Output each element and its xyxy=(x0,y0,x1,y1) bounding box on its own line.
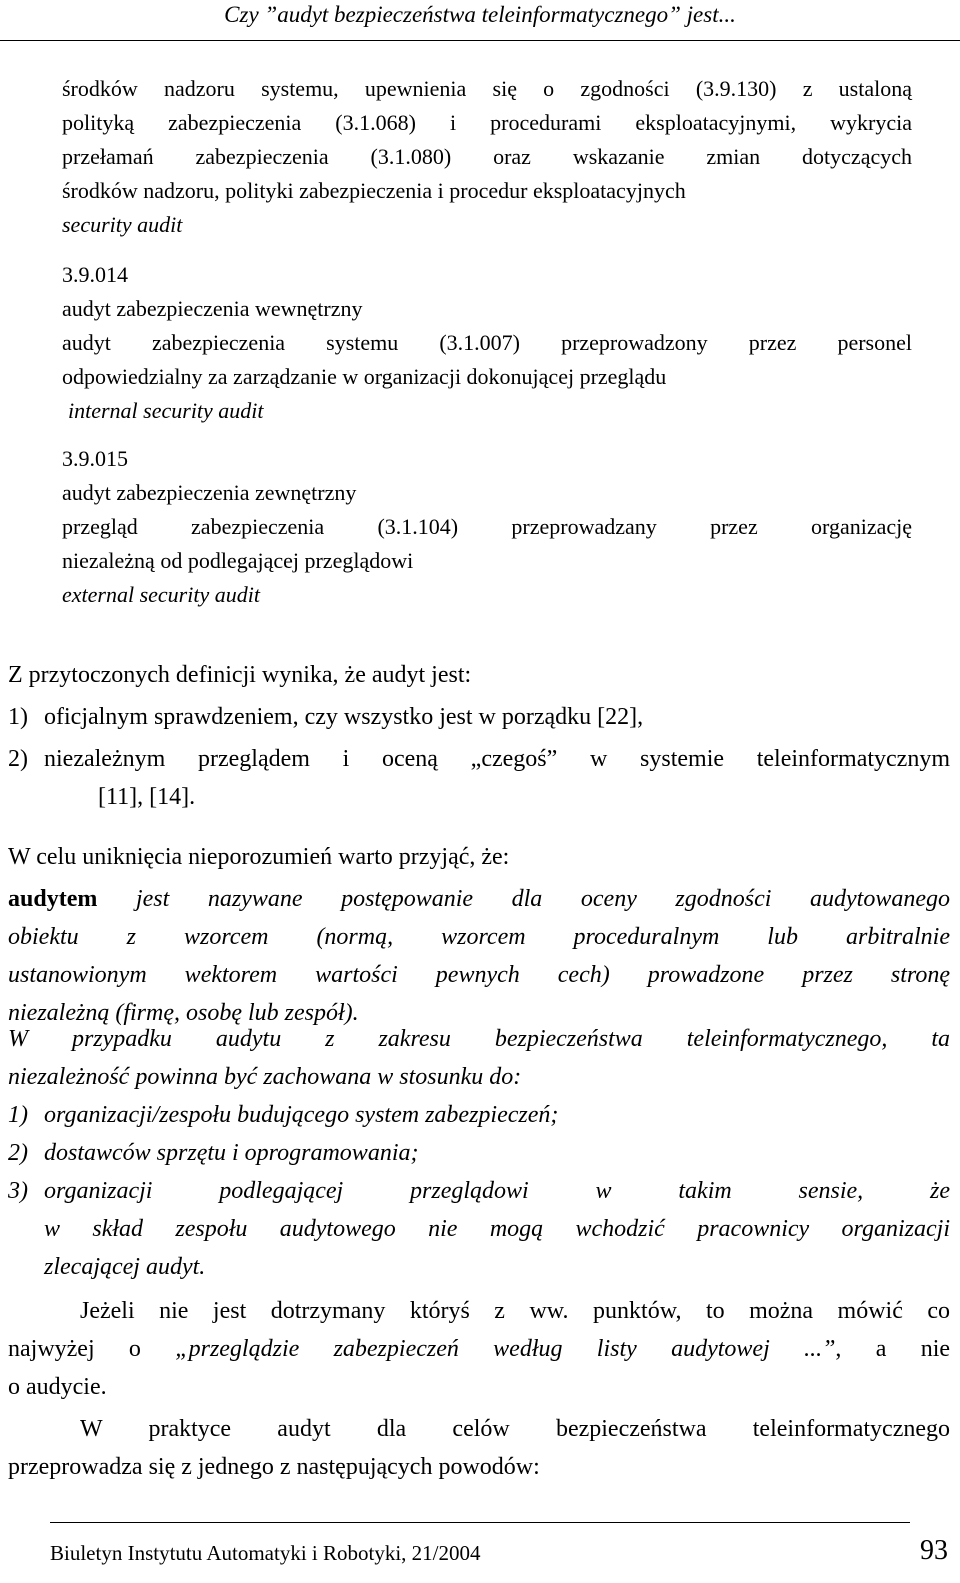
definition-continuation xyxy=(62,72,912,242)
paragraph-text: najwyżej o xyxy=(8,1336,176,1362)
list-number: 2) xyxy=(8,746,28,772)
list-number: 2) xyxy=(8,1140,28,1166)
audit-def-line: niezależną (firmę, osobę lub zespół). xyxy=(8,1000,359,1026)
def-line: środków nadzoru systemu, upewnienia się o zgodności (3.9.130) z ustaloną xyxy=(62,76,912,101)
def-english-term: external security audit xyxy=(62,582,260,607)
audit-def-text: jest nazywane postępowanie dla oceny zgodności audytowanego xyxy=(97,886,950,912)
def-line: przełamań zabezpieczenia (3.1.080) oraz wskazanie zmian dotyczących xyxy=(62,144,912,169)
list-text: organizacji podlegającej przeglądowi w takim sensie, że xyxy=(44,1178,950,1204)
def-term: audyt zabezpieczenia zewnętrzny xyxy=(62,480,357,505)
def-english-term: internal security audit xyxy=(68,398,264,423)
conclusion-intro-text: Z przytoczonych definicji wynika, że audyt jest: xyxy=(8,662,472,688)
def-number: 3.9.014 xyxy=(62,262,128,287)
def-line: środków nadzoru, polityki zabezpieczenia i procedur eksploatacyjnych xyxy=(62,178,686,203)
bold-term: audytem xyxy=(8,886,98,912)
audit-def-line: obiektu z wzorcem (normą, wzorcem proceduralnym lub arbitralnie xyxy=(8,924,950,950)
running-title: Czy ”audyt bezpieczeństwa teleinformatycznego” jest... xyxy=(224,2,736,27)
paragraph-line: przeprowadza się z jednego z następujących powodów: xyxy=(8,1454,540,1480)
independence-line: niezależność powinna być zachowana w stosunku do: xyxy=(8,1064,522,1090)
definition-3-9-014 xyxy=(62,258,912,428)
list-text: niezależnym przeglądem i oceną „czegoś” w systemie teleinformatycznym xyxy=(44,746,950,772)
paragraph-line: Jeżeli nie jest dotrzymany któryś z ww. punktów, to można mówić co xyxy=(80,1298,950,1324)
clarification-intro xyxy=(8,838,950,876)
list-text: organizacji/zespołu budującego system zabezpieczeń; xyxy=(44,1102,559,1128)
def-line: audyt zabezpieczenia systemu (3.1.007) przeprowadzony przez personel xyxy=(62,330,912,355)
list-text: w skład zespołu audytowego nie mogą wchodzić pracownicy organizacji xyxy=(44,1216,950,1242)
def-line: niezależną od podlegającej przeglądowi xyxy=(62,548,414,573)
audit-def-line: ustanowionym wektorem wartości pewnych cech) prowadzone przez stronę xyxy=(8,962,950,988)
list-number: 1) xyxy=(8,704,28,730)
list-text-block xyxy=(44,1172,950,1286)
audit-def-line xyxy=(8,880,950,918)
list-text-block xyxy=(44,740,950,816)
page-number: 93 xyxy=(920,1535,948,1566)
journal-name: Biuletyn Instytutu Automatyki i Robotyki, 21/2004 xyxy=(50,1541,481,1565)
list-text: dostawców sprzętu i oprogramowania; xyxy=(44,1140,419,1166)
quoted-phrase: „przeglądzie zabezpieczeń według listy audytowej ...” xyxy=(175,1336,836,1362)
def-number: 3.9.015 xyxy=(62,446,128,471)
audit-definition xyxy=(8,880,950,1032)
def-line: odpowiedzialny za zarządzanie w organizacji dokonującej przeglądu xyxy=(62,364,667,389)
def-line: przegląd zabezpieczenia (3.1.104) przeprowadzany przez organizację xyxy=(62,514,912,539)
conclusion-intro xyxy=(8,656,950,694)
list-number: 1) xyxy=(8,1102,28,1128)
paragraph-line: W praktyce audyt dla celów bezpieczeństwa teleinformatycznego xyxy=(80,1416,950,1442)
list-text: [11], [14]. xyxy=(98,784,196,810)
audit-list-paragraph xyxy=(8,1292,950,1406)
list-text: zlecającej audyt. xyxy=(44,1254,206,1280)
practice-paragraph xyxy=(8,1410,950,1486)
clarification-intro-text: W celu uniknięcia nieporozumień warto przyjąć, że: xyxy=(8,844,510,870)
def-term: audyt zabezpieczenia wewnętrzny xyxy=(62,296,363,321)
paragraph-line: o audycie. xyxy=(8,1374,107,1400)
paragraph-line xyxy=(8,1330,950,1368)
def-english-term: security audit xyxy=(62,212,183,237)
def-line: polityką zabezpieczenia (3.1.068) i procedurami eksploatacyjnymi, wykrycia xyxy=(62,110,912,135)
running-header xyxy=(0,0,960,42)
header-rule xyxy=(0,40,960,41)
independence-line: W przypadku audytu z zakresu bezpieczeństwa teleinformatycznego, ta xyxy=(8,1026,950,1052)
list-text: oficjalnym sprawdzeniem, czy wszystko jest w porządku [22], xyxy=(44,704,644,730)
footer-rule xyxy=(50,1522,910,1523)
paragraph-text: , a nie xyxy=(835,1336,951,1362)
definition-3-9-015 xyxy=(62,442,912,612)
list-number: 3) xyxy=(8,1178,28,1204)
independence-paragraph xyxy=(8,1020,950,1096)
